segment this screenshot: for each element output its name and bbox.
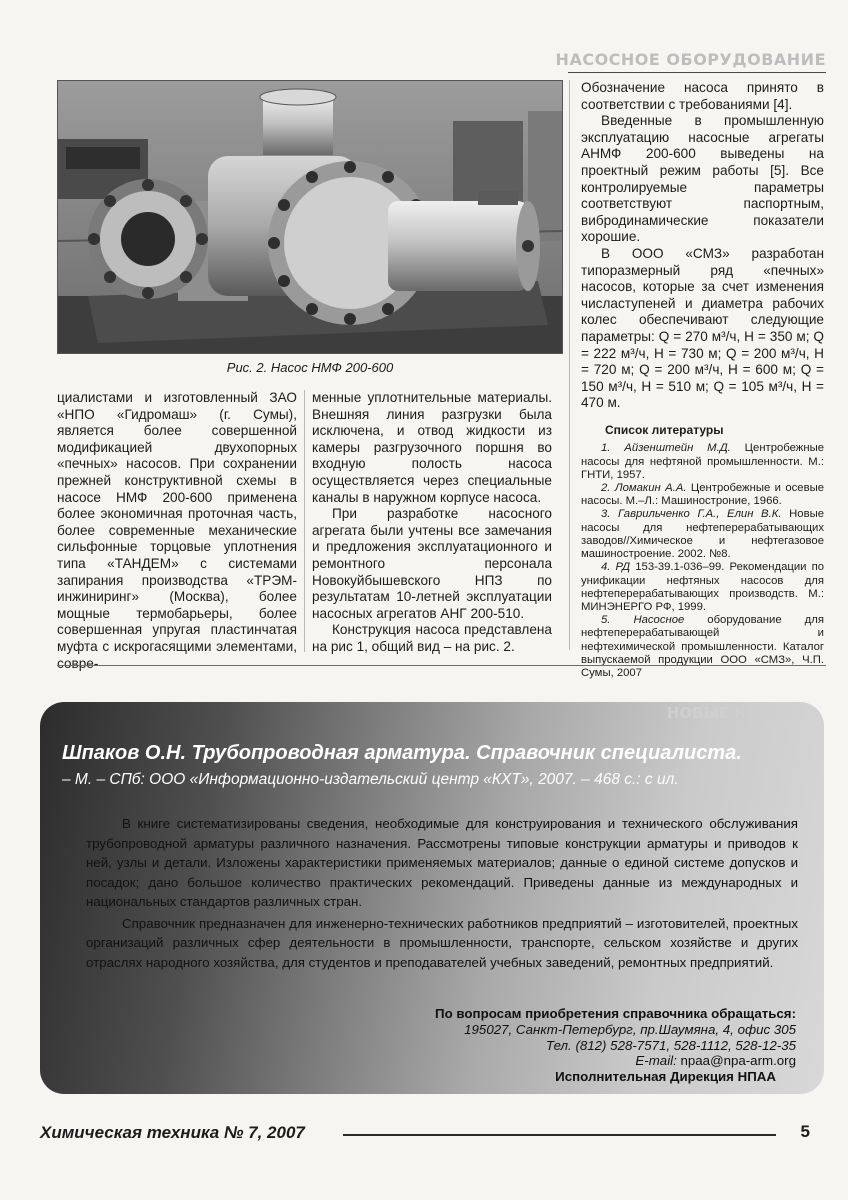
reference-text: Центробежные и осевые насосы. М.–Л.: Машиностроние, 1966. <box>581 482 824 508</box>
column-divider <box>304 390 305 652</box>
paragraph: менные уплотнительные материалы. Внешняя линия разгрузки была исключена, и отвод жидкости из камеры разгрузочного поршня во входную полость насоса осуществляется через специальные каналы в наружном корпусе насоса. <box>312 390 552 505</box>
reference-text: оборудование для нефтеперерабатывающей и нефтехимической промышленности. Каталог выпускаемой продукции ООО «СМЗ», Ч.П. Сумы, 2007 <box>581 614 824 679</box>
reference-item <box>581 482 824 508</box>
figure-caption: Рис. 2. Насос НМФ 200-600 <box>226 360 394 375</box>
address: 195027, Санкт-Петербург, пр.Шаумяна, 4, офис 305 <box>464 1021 796 1037</box>
article-column-right <box>581 80 824 680</box>
paragraph: В книге систематизированы сведения, необходимые для конструирования и технического обслуживания трубопроводной арматуры различного назначения. Рассмотрены типовые конструкции арматуры и приводов к ней, узлы и детали. Изложены характеристики применяемых материалов; данные о единой системе допусков и посадок; дано большое количество практических рекомендаций. Приведены данные из международных и национальных стандартов различных стран. <box>86 816 798 909</box>
email-label: E-mail: <box>635 1053 677 1069</box>
phone-number: (812) 528-7571, 528-1112, 528-12-35 <box>571 1037 796 1053</box>
email-link[interactable]: npaa@npa-arm.org <box>676 1053 796 1069</box>
reference-item <box>581 442 824 482</box>
reference-author: 5. Насосное <box>601 614 685 627</box>
reference-text: Новые насосы для нефтеперерабатывающих заводов//Химическое и нефтегазовое машиностроение. 2002. №8. <box>581 508 824 561</box>
reference-item <box>581 508 824 561</box>
reference-author: 3. Гаврильченко Г.А., Елин В.К. <box>601 508 782 521</box>
article-column-middle <box>312 390 552 656</box>
journal-title: Химическая техника № 7, 2007 <box>40 1123 305 1142</box>
section-divider <box>57 665 826 666</box>
email <box>435 1053 796 1069</box>
book-publisher: – М. – СПб: ООО «Информационно-издательский центр «КХТ», 2007. – 468 с.: с ил. <box>62 771 679 788</box>
section-header: НАСОСНОЕ ОБОРУДОВАНИЕ <box>555 50 826 69</box>
footer-rule <box>343 1134 776 1136</box>
header-rule <box>568 72 826 73</box>
reference-author: 4. РД <box>601 561 631 574</box>
contact-block <box>435 1006 796 1085</box>
book-title: Шпаков О.Н. Трубопроводная арматура. Справочник специалиста. <box>62 742 742 764</box>
reference-item <box>581 614 824 680</box>
book-description <box>86 814 798 974</box>
article-column-left <box>57 390 297 672</box>
page-number: 5 <box>800 1122 810 1141</box>
reference-text: Центробежные насосы для нефтяной промышленности. М.: ГНТИ, 1957. <box>581 442 824 481</box>
paragraph: Справочник предназначен для инженерно-технических работников предприятий – изготовителей, проектных организаций различных сфер деятельности в промышленности, транспорте, сельском хозяйстве и других отраслях народного хозяйства, для студентов и преподавателей учебных заведений, ремонтных предприятий. <box>86 915 798 970</box>
new-books-label: НОВЫЕ КНИГИ <box>666 704 794 722</box>
contact-heading: По вопросам приобретения справочника обращаться: <box>435 1006 796 1021</box>
pump-photo <box>57 80 563 354</box>
reference-item <box>581 561 824 614</box>
column-divider <box>569 80 570 650</box>
new-books-box <box>40 702 824 1094</box>
paragraph: Введенные в промышленную эксплуатацию насосные агрегаты АНМФ 200-600 выведены на проектный режим работы [5]. Все контролируемые параметры соответствуют паспортным, вибродинамические показатели хорошие. <box>581 113 824 245</box>
reference-author: 2. Ломакин А.А. <box>601 482 687 495</box>
references-heading: Список литературы <box>605 422 724 437</box>
paragraph: В ООО «СМЗ» разработан типоразмерный ряд «печных» насосов, которые за счет изменения числаступеней и диаметра рабочих колес обеспечивают следующие параметры: Q = 270 м³/ч, H = 350 м; Q = 222 м³/ч, H = 730 м; Q = 200 м³/ч, H = 720 м; Q = 200 м³/ч, H = 600 м; Q = 150 м³/ч, H = 510 м; Q = 105 м³/ч, H = 470 м. <box>581 245 824 411</box>
paragraph: При разработке насосного агрегата были учтены все замечания и предложения эксплуатационного и ремонтного персонала Новокуйбышевского НПЗ по результатам 10-летней эксплуатации насосных агрегатов АНГ 200-510. <box>312 506 552 621</box>
paragraph: Обозначение насоса принято в соответствии с требованиями [4]. <box>581 80 824 112</box>
paragraph: циалистами и изготовленный ЗАО «НПО «Гидромаш» (г. Сумы), является более совершенной модификацией двухопорных «печных» насосов. При сохранении прежней конструктивной схемы в насосе НМФ 200-600 применена более экономичная проточная часть, более современные механические сильфонные торцовые уплотнения типа «ТАНДЕМ» с системами запирания производства «ТРЭМ-инжиниринг» (Москва), более мощные термобарьеры, более совершенная упругая пластинчатая муфта с искрогасящими элементами, совре- <box>57 390 297 671</box>
paragraph: Конструкция насоса представлена на рис 1, общий вид – на рис. 2. <box>312 622 552 654</box>
reference-text: 153-39.1-036–99. Рекомендации по унификации нефтяных насосов для нефтеперерабатывающих производств. М.: МИНЭНЕРГО РФ, 1999. <box>581 561 824 613</box>
phone-label: Тел. <box>545 1037 572 1053</box>
phone <box>435 1038 796 1054</box>
organization: Исполнительная Дирекция НПАА <box>555 1069 776 1085</box>
reference-author: 1. Айзенштейн М.Д. <box>601 442 731 455</box>
